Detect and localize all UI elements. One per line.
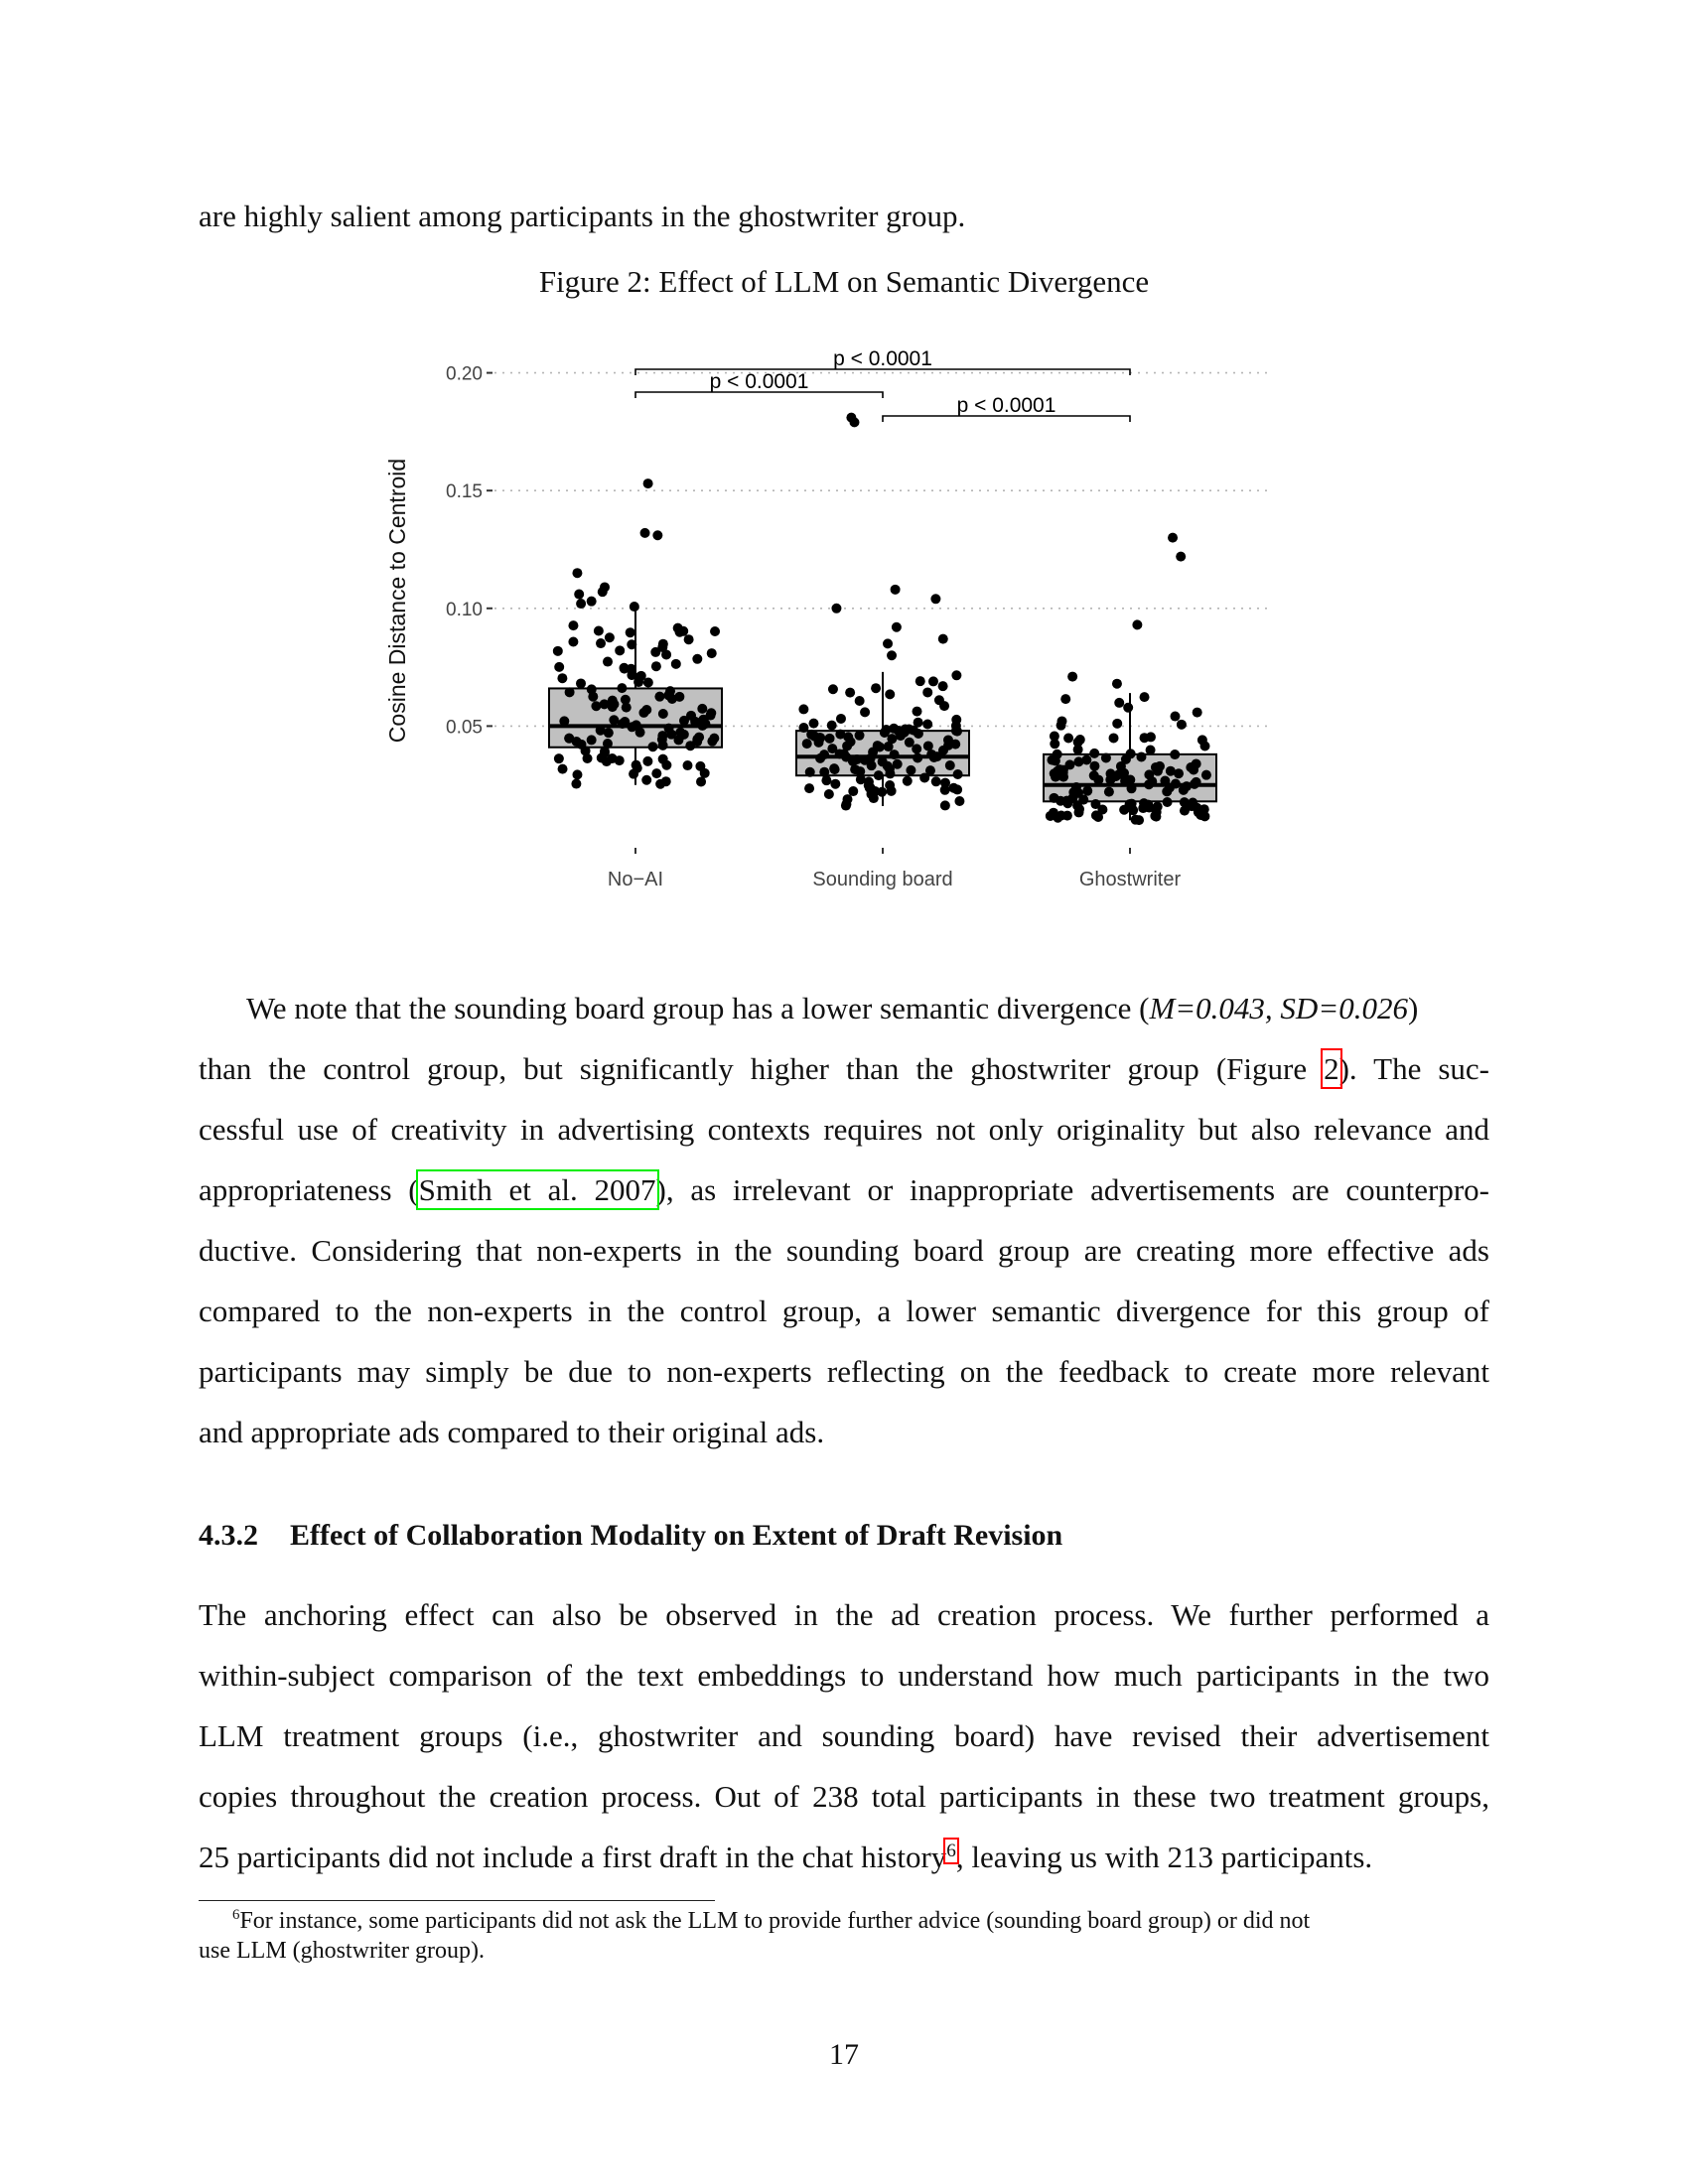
box-plot-chart bbox=[384, 328, 1291, 903]
data-point bbox=[938, 681, 948, 691]
data-point bbox=[915, 676, 925, 686]
data-point bbox=[808, 719, 818, 729]
data-point bbox=[634, 672, 644, 682]
data-point bbox=[1160, 776, 1170, 786]
data-point bbox=[885, 780, 895, 790]
outlier-point bbox=[576, 599, 586, 609]
outlier-point bbox=[643, 478, 653, 488]
data-point bbox=[1146, 732, 1156, 742]
data-point bbox=[651, 768, 661, 778]
stats-values: M=0.043, SD=0.026 bbox=[1149, 991, 1408, 1025]
outlier-point bbox=[930, 594, 940, 604]
data-point bbox=[695, 761, 705, 771]
data-point bbox=[564, 734, 574, 744]
data-point bbox=[1190, 779, 1199, 789]
data-point bbox=[674, 692, 684, 702]
data-point bbox=[603, 657, 613, 667]
data-point bbox=[710, 626, 720, 636]
data-point bbox=[893, 759, 903, 769]
data-point bbox=[685, 741, 695, 751]
data-point bbox=[875, 742, 885, 751]
data-point bbox=[1134, 815, 1144, 825]
data-point bbox=[1078, 795, 1088, 805]
data-point bbox=[828, 684, 838, 694]
data-point bbox=[1081, 755, 1091, 765]
footnote-line: use LLM (ghostwriter group). bbox=[199, 1938, 485, 1964]
outlier-point bbox=[831, 604, 841, 614]
data-point bbox=[707, 648, 717, 658]
paragraph-line: than the control group, but significantly higher than the ghostwriter group (Figure 2). The suc- bbox=[199, 1051, 1489, 1086]
data-point bbox=[805, 767, 815, 777]
data-point bbox=[880, 728, 890, 738]
data-point bbox=[1073, 738, 1083, 748]
data-point bbox=[855, 731, 865, 741]
paragraph-line: and appropriate ads compared to their original ads. bbox=[199, 1415, 825, 1449]
data-point bbox=[825, 734, 835, 744]
significance-label: p < 0.0001 bbox=[956, 394, 1056, 417]
data-point bbox=[885, 689, 895, 699]
data-point bbox=[889, 724, 899, 734]
footnote-divider bbox=[199, 1900, 715, 1901]
paragraph-line: LLM treatment groups (i.e., ghostwriter and sounding board) have revised their advertisement bbox=[199, 1718, 1489, 1753]
data-point bbox=[798, 723, 808, 733]
outlier-point bbox=[598, 587, 608, 597]
data-point bbox=[596, 638, 606, 648]
data-point bbox=[829, 763, 839, 773]
data-point bbox=[1163, 797, 1173, 807]
data-point bbox=[557, 673, 567, 683]
data-point bbox=[923, 741, 933, 751]
data-point bbox=[1114, 698, 1124, 708]
data-point bbox=[1091, 810, 1101, 820]
data-point bbox=[657, 642, 667, 652]
data-point bbox=[604, 728, 614, 738]
data-point bbox=[802, 739, 812, 749]
significance-label: p < 0.0001 bbox=[709, 370, 809, 393]
data-point bbox=[658, 709, 668, 719]
data-point bbox=[860, 707, 870, 717]
data-point bbox=[1170, 750, 1180, 759]
data-point bbox=[642, 756, 652, 766]
data-point bbox=[651, 661, 661, 671]
data-point bbox=[819, 767, 829, 777]
data-point bbox=[696, 776, 706, 786]
data-point bbox=[679, 716, 689, 726]
x-tick-label: Ghostwriter bbox=[1078, 869, 1182, 890]
data-point bbox=[830, 779, 840, 789]
outlier-point bbox=[587, 597, 597, 607]
data-point bbox=[1109, 733, 1119, 743]
paragraph-line: copies throughout the creation process. Out of 238 total participants in these two treatment groups, bbox=[199, 1779, 1489, 1814]
data-point bbox=[558, 764, 568, 774]
footnote-mark: 6 bbox=[232, 1907, 240, 1923]
data-point bbox=[836, 714, 846, 724]
outlier-point bbox=[574, 590, 584, 600]
paragraph-line: The anchoring effect can also be observed in the ad creation process. We further performed a bbox=[199, 1597, 1489, 1632]
figure-caption: Figure 2: Effect of LLM on Semantic Divergence bbox=[538, 264, 1150, 299]
data-point bbox=[815, 733, 825, 743]
data-point bbox=[1201, 770, 1211, 780]
data-point bbox=[627, 722, 636, 732]
data-point bbox=[554, 662, 564, 672]
data-point bbox=[1199, 811, 1209, 821]
y-tick-label: 0.10 bbox=[446, 599, 483, 620]
outlier-point bbox=[572, 568, 582, 578]
data-point bbox=[647, 742, 657, 751]
data-point bbox=[605, 632, 615, 642]
data-point bbox=[658, 741, 668, 751]
paragraph-line: within-subject comparison of the text embeddings to understand how much participants in the two bbox=[199, 1658, 1489, 1693]
data-point bbox=[626, 627, 635, 637]
data-point bbox=[860, 755, 870, 765]
data-point bbox=[1089, 761, 1099, 771]
data-point bbox=[700, 719, 710, 729]
data-point bbox=[864, 777, 874, 787]
data-point bbox=[948, 783, 958, 793]
data-point bbox=[1104, 787, 1114, 797]
data-point bbox=[848, 786, 858, 796]
data-point bbox=[1101, 752, 1111, 762]
data-point bbox=[671, 659, 681, 669]
data-point bbox=[839, 749, 849, 758]
outlier-point bbox=[892, 622, 902, 632]
data-point bbox=[922, 719, 932, 729]
data-point bbox=[928, 676, 938, 686]
data-point bbox=[877, 787, 887, 797]
data-point bbox=[798, 704, 808, 714]
data-point bbox=[1139, 798, 1149, 808]
data-point bbox=[654, 692, 664, 702]
data-point bbox=[571, 779, 581, 789]
data-point bbox=[1200, 741, 1210, 751]
footnote-ref-link[interactable]: 6 bbox=[946, 1840, 956, 1861]
data-point bbox=[621, 695, 631, 705]
data-point bbox=[709, 734, 719, 744]
data-point bbox=[1089, 749, 1099, 758]
data-point bbox=[627, 639, 636, 649]
data-point bbox=[1112, 719, 1122, 729]
data-point bbox=[903, 776, 913, 786]
paragraph-line: cessful use of creativity in advertising contexts requires not only originality but also relevance and bbox=[199, 1112, 1489, 1147]
x-tick-label: Sounding board bbox=[812, 869, 953, 890]
data-point bbox=[1179, 785, 1189, 795]
outlier-point bbox=[640, 528, 650, 538]
data-point bbox=[675, 627, 685, 637]
data-point bbox=[954, 796, 964, 806]
data-point bbox=[1051, 755, 1060, 765]
data-point bbox=[871, 683, 881, 693]
data-point bbox=[951, 670, 961, 680]
section-number: 4.3.2 bbox=[199, 1519, 258, 1552]
data-point bbox=[890, 750, 900, 759]
section-title: Effect of Collaboration Modality on Extent of Draft Revision bbox=[290, 1519, 1063, 1552]
data-point bbox=[706, 708, 716, 718]
data-point bbox=[913, 707, 922, 717]
paragraph-line: 25 participants did not include a first draft in the chat history$^6$, leaving us with 213 participants. bbox=[199, 1840, 1373, 1874]
data-point bbox=[1119, 768, 1129, 778]
outlier-point bbox=[652, 530, 662, 540]
data-point bbox=[940, 800, 950, 810]
data-point bbox=[559, 716, 569, 726]
data-point bbox=[1126, 749, 1136, 758]
data-point bbox=[1063, 733, 1073, 743]
data-point bbox=[925, 765, 935, 775]
data-point bbox=[675, 728, 685, 738]
outlier-point bbox=[883, 638, 893, 648]
outlier-point bbox=[887, 650, 897, 660]
data-point bbox=[568, 636, 578, 646]
paragraph-line: compared to the non-experts in the control group, a lower semantic divergence for this group of bbox=[199, 1294, 1489, 1328]
data-point bbox=[945, 760, 955, 770]
data-point bbox=[885, 768, 895, 778]
data-point bbox=[1090, 799, 1100, 809]
data-point bbox=[827, 744, 837, 753]
data-point bbox=[953, 769, 963, 779]
paragraph-line: participants may simply be due to non-experts reflecting on the feedback to create more relevant bbox=[199, 1354, 1489, 1389]
data-point bbox=[565, 687, 575, 697]
paragraph-line: appropriateness (Smith et al. 2007), as irrelevant or inappropriate advertisements are counterpro- bbox=[199, 1172, 1489, 1207]
data-point bbox=[553, 646, 563, 656]
data-point bbox=[666, 730, 676, 740]
data-point bbox=[1152, 807, 1162, 817]
data-point bbox=[1057, 716, 1067, 726]
y-tick-label: 0.20 bbox=[446, 363, 483, 385]
data-point bbox=[692, 654, 702, 664]
data-point bbox=[608, 696, 618, 706]
data-point bbox=[905, 738, 914, 748]
data-point bbox=[922, 687, 932, 697]
data-point bbox=[572, 769, 582, 779]
data-point bbox=[697, 704, 707, 714]
paragraph-line: ductive. Considering that non-experts in the sounding board group are creating more effective ads bbox=[199, 1233, 1489, 1268]
data-point bbox=[1067, 793, 1077, 803]
data-point bbox=[603, 739, 613, 749]
data-point bbox=[855, 696, 865, 706]
outlier-point bbox=[1067, 672, 1077, 682]
data-point bbox=[1062, 811, 1072, 821]
data-point bbox=[661, 760, 671, 770]
data-point bbox=[1093, 775, 1103, 785]
data-point bbox=[627, 664, 636, 674]
citation-link[interactable]: Smith et al. 2007 bbox=[418, 1172, 656, 1207]
outlier-point bbox=[1168, 533, 1178, 543]
data-point bbox=[682, 760, 692, 770]
data-point bbox=[587, 684, 597, 694]
y-axis-label: Cosine Distance to Centroid bbox=[384, 458, 410, 744]
data-point bbox=[943, 741, 953, 751]
y-tick-label: 0.15 bbox=[446, 481, 483, 503]
data-point bbox=[655, 779, 665, 789]
data-point bbox=[827, 721, 837, 731]
data-point bbox=[906, 765, 915, 775]
data-point bbox=[821, 775, 831, 785]
data-point bbox=[931, 776, 941, 786]
page-number: 17 bbox=[829, 2038, 859, 2071]
data-point bbox=[657, 731, 667, 741]
data-point bbox=[576, 740, 586, 750]
data-point bbox=[804, 783, 814, 793]
data-point bbox=[641, 775, 651, 785]
data-point bbox=[1170, 712, 1180, 722]
data-point bbox=[694, 733, 704, 743]
data-point bbox=[617, 683, 627, 693]
data-point bbox=[874, 770, 884, 780]
data-point bbox=[594, 625, 604, 635]
data-point bbox=[1050, 739, 1059, 749]
data-point bbox=[554, 753, 564, 763]
data-point bbox=[1153, 766, 1163, 776]
data-point bbox=[835, 730, 845, 740]
data-point bbox=[934, 695, 944, 705]
data-point bbox=[845, 688, 855, 698]
data-point bbox=[1046, 811, 1055, 821]
outlier-point bbox=[938, 634, 948, 644]
data-point bbox=[1140, 692, 1150, 702]
data-point bbox=[629, 769, 638, 779]
section-heading bbox=[199, 1519, 1062, 1553]
data-point bbox=[841, 799, 851, 809]
data-point bbox=[1050, 793, 1059, 803]
significance-label: p < 0.0001 bbox=[833, 347, 932, 370]
data-point bbox=[1058, 765, 1068, 775]
data-point bbox=[824, 789, 834, 799]
data-point bbox=[1127, 799, 1137, 809]
outlier-point bbox=[891, 585, 901, 595]
data-point bbox=[1171, 779, 1181, 789]
data-point bbox=[1136, 751, 1146, 761]
data-point bbox=[901, 724, 911, 734]
data-point bbox=[597, 752, 607, 762]
data-point bbox=[609, 715, 619, 725]
data-point bbox=[940, 778, 950, 788]
data-point bbox=[1123, 703, 1133, 713]
data-point bbox=[1082, 786, 1092, 796]
outlier-point bbox=[1132, 619, 1142, 629]
data-point bbox=[568, 620, 578, 630]
data-point bbox=[914, 718, 923, 728]
outlier-point bbox=[849, 417, 859, 427]
data-point bbox=[638, 708, 648, 718]
data-point bbox=[576, 678, 586, 688]
body-text-line: are highly salient among participants in the ghostwriter group. bbox=[199, 199, 966, 233]
y-tick-label: 0.05 bbox=[446, 717, 483, 739]
outlier-point bbox=[1112, 679, 1122, 689]
data-point bbox=[630, 602, 639, 612]
data-point bbox=[1166, 766, 1176, 776]
data-point bbox=[1127, 783, 1137, 793]
data-point bbox=[684, 634, 694, 644]
data-point bbox=[587, 735, 597, 745]
footnote-line: $^6$For instance, some participants did not ask the LLM to provide further advice (sounding board group) or did not bbox=[232, 1907, 1311, 1934]
data-point bbox=[951, 726, 961, 736]
x-tick-label: No−AI bbox=[607, 869, 664, 890]
data-point bbox=[1193, 708, 1202, 718]
data-point bbox=[1146, 746, 1156, 755]
data-point bbox=[1060, 694, 1070, 704]
data-point bbox=[1074, 807, 1084, 817]
data-point bbox=[932, 751, 942, 761]
data-point bbox=[815, 753, 825, 763]
paragraph-line: We note that the sounding board group has a lower semantic divergence (M=0.043, SD=0.026) bbox=[246, 991, 1419, 1025]
data-point bbox=[632, 760, 641, 770]
data-point bbox=[1186, 762, 1196, 772]
data-point bbox=[1105, 774, 1115, 784]
data-point bbox=[615, 645, 625, 655]
figure-ref-link[interactable]: 2 bbox=[1324, 1051, 1339, 1086]
outlier-point bbox=[1176, 552, 1186, 562]
data-point bbox=[1144, 779, 1154, 789]
data-point bbox=[1177, 720, 1187, 730]
data-point bbox=[1188, 797, 1197, 807]
data-point bbox=[913, 752, 922, 762]
